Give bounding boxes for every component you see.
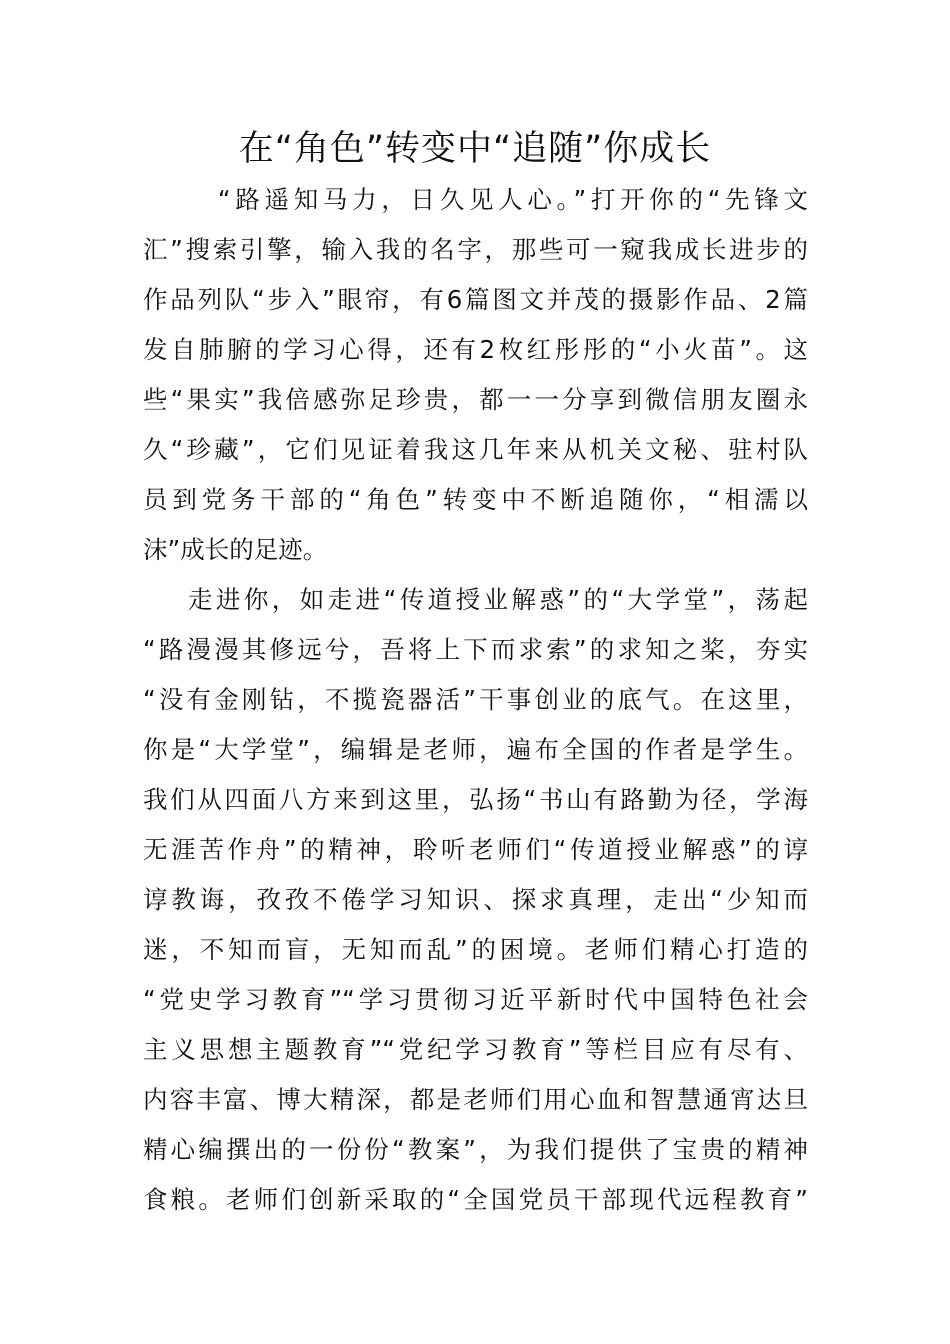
body-line: “没有金刚钻，不揽瓷器活”干事创业的底气。在这里， [143, 685, 808, 714]
body-line: 汇”搜索引擎，输入我的名字，那些可一窥我成长进步的 [143, 235, 808, 264]
body-line: “党史学习教育”“学习贯彻习近平新时代中国特色社会 [143, 985, 808, 1014]
body-line: “路漫漫其修远兮，吾将上下而求索”的求知之桨，夯实 [143, 635, 808, 664]
body-line: 谆教诲，孜孜不倦学习知识、探求真理，走出“少知而 [143, 885, 808, 914]
document-body [143, 175, 808, 1225]
body-line: 久“珍藏”，它们见证着我这几年来从机关文秘、驻村队 [143, 435, 808, 464]
body-line: 些“果实”我倍感弥足珍贵，都一一分享到微信朋友圈永 [143, 385, 808, 414]
body-line: 发自肺腑的学习心得，还有2枚红彤彤的“小火苗”。这 [143, 335, 808, 364]
body-line: 食粮。老师们创新采取的“全国党员干部现代远程教育” [143, 1185, 808, 1214]
body-line: 沫”成长的足迹。 [143, 535, 328, 564]
body-line: 员到党务干部的“角色”转变中不断追随你，“相濡以 [143, 485, 808, 514]
body-line: 无涯苦作舟”的精神，聆听老师们“传道授业解惑”的谆 [143, 835, 808, 864]
body-line: 走进你，如走进“传道授业解惑”的“大学堂”，荡起 [143, 585, 808, 614]
document-title: 在“角色”转变中“追随”你成长 [238, 129, 712, 169]
body-line: 你是“大学堂”，编辑是老师，遍布全国的作者是学生。 [143, 735, 808, 764]
body-line: 作品列队“步入”眼帘，有6篇图文并茂的摄影作品、2篇 [143, 285, 808, 314]
body-line: 我们从四面八方来到这里，弘扬“书山有路勤为径，学海 [143, 785, 808, 814]
body-line: 内容丰富、博大精深，都是老师们用心血和智慧通宵达旦 [143, 1085, 808, 1114]
body-line: 精心编撰出的一份份“教案”，为我们提供了宝贵的精神 [143, 1135, 808, 1164]
body-line: 主义思想主题教育”“党纪学习教育”等栏目应有尽有、 [143, 1035, 808, 1064]
body-line: “路遥知马力，日久见人心。”打开你的“先锋文 [143, 185, 808, 214]
body-line: 迷，不知而盲，无知而乱”的困境。老师们精心打造的 [143, 935, 808, 964]
